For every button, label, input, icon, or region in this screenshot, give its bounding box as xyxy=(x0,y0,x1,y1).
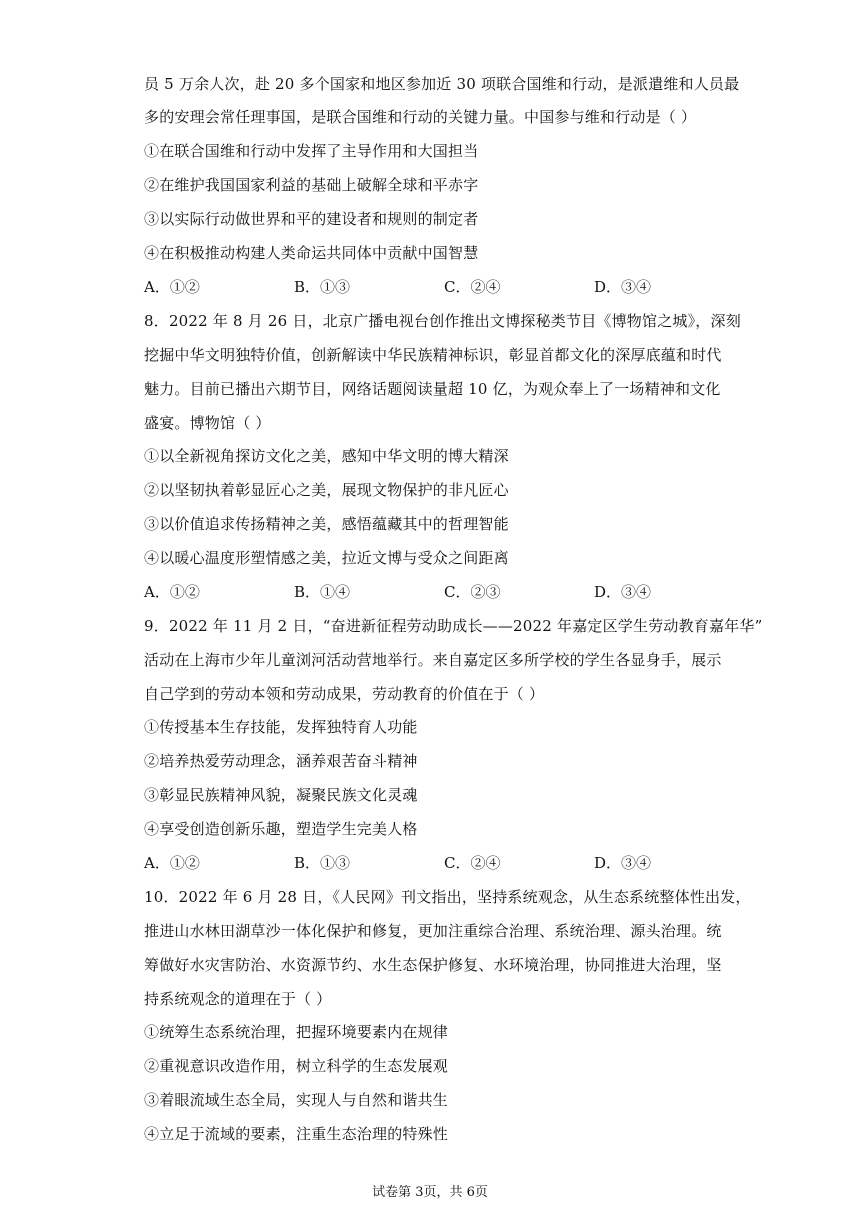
page-footer: 试卷第 3页，共 6页 xyxy=(372,1185,488,1200)
q7-statement-4: ④在积极推动构建人类命运共同体中贡献中国智慧 xyxy=(144,244,479,262)
q9-statement-2: ②培养热爱劳动理念，涵养艰苦奋斗精神 xyxy=(144,752,418,770)
q10-stem-line-4: 持系统观念的道理在于（ ） xyxy=(144,990,332,1008)
q7-option-d: D．③④ xyxy=(594,278,652,296)
q8-statement-2: ②以坚韧执着彰显匠心之美，展现文物保护的非凡匠心 xyxy=(144,481,509,499)
q9-stem-line-2: 活动在上海市少年儿童浏河活动营地举行。来自嘉定区多所学校的学生各显身手，展示 xyxy=(144,651,722,669)
q7-options xyxy=(144,276,704,298)
q10-statement-2: ②重视意识改造作用，树立科学的生态发展观 xyxy=(144,1057,449,1075)
q9-statement-1: ①传授基本生存技能，发挥独特育人功能 xyxy=(144,718,418,736)
q10-stem-line-1: 10．2022 年 6 月 28 日，《人民网》刊文指出，坚持系统观念，从生态系统整体性出发， xyxy=(144,888,751,906)
q9-option-b: B．①③ xyxy=(294,854,351,872)
q9-stem-line-3: 自己学到的劳动本领和劳动成果，劳动教育的价值在于（ ） xyxy=(144,685,545,703)
q9-statement-4: ④享受创造创新乐趣，塑造学生完美人格 xyxy=(144,820,418,838)
q9-stem-line-1: 9．2022 年 11 月 2 日，“奋进新征程劳动助成长——2022 年嘉定区学生劳动教育嘉年华” xyxy=(144,617,763,635)
q8-option-c: C．②③ xyxy=(444,583,501,601)
q9-option-c: C．②④ xyxy=(444,854,501,872)
q10-statement-3: ③着眼流域生态全局，实现人与自然和谐共生 xyxy=(144,1091,449,1109)
q9-option-d: D．③④ xyxy=(594,854,652,872)
q8-stem-line-1: 8．2022 年 8 月 26 日，北京广播电视台创作推出文博探秘类节目《博物馆之城》，深刻 xyxy=(144,312,741,330)
q7-statement-3: ③以实际行动做世界和平的建设者和规则的制定者 xyxy=(144,210,479,228)
q8-option-d: D．③④ xyxy=(594,583,652,601)
q7-stem-line-2: 多的安理会常任理事国，是联合国维和行动的关键力量。中国参与维和行动是（ ） xyxy=(144,108,697,126)
q8-statement-1: ①以全新视角探访文化之美，感知中华文明的博大精深 xyxy=(144,447,509,465)
q10-statement-1: ①统筹生态系统治理，把握环境要素内在规律 xyxy=(144,1023,449,1041)
q7-stem-line-1: 员 5 万余人次，赴 20 多个国家和地区参加近 30 项联合国维和行动，是派遣维和人员最 xyxy=(144,75,740,93)
q9-statement-3: ③彰显民族精神风貌，凝聚民族文化灵魂 xyxy=(144,786,418,804)
q8-stem-line-2: 挖掘中华文明独特价值，创新解读中华民族精神标识，彰显首都文化的深厚底蕴和时代 xyxy=(144,346,722,364)
q7-option-c: C．②④ xyxy=(444,278,501,296)
q7-statement-1: ①在联合国维和行动中发挥了主导作用和大国担当 xyxy=(144,142,479,160)
q7-option-a: A．①② xyxy=(144,278,200,296)
q7-statement-2: ②在维护我国国家利益的基础上破解全球和平赤字 xyxy=(144,176,479,194)
q8-options xyxy=(144,581,704,603)
q10-stem-line-3: 筹做好水灾害防治、水资源节约、水生态保护修复、水环境治理，协同推进大治理，坚 xyxy=(144,956,722,974)
q8-stem-line-3: 魅力。目前已播出六期节目，网络话题阅读量超 10 亿，为观众奉上了一场精神和文化 xyxy=(144,380,721,398)
q9-options xyxy=(144,852,704,874)
q8-statement-3: ③以价值追求传扬精神之美，感悟蕴藏其中的哲理智能 xyxy=(144,515,509,533)
q7-option-b: B．①③ xyxy=(294,278,351,296)
q9-option-a: A．①② xyxy=(144,854,200,872)
q8-statement-4: ④以暖心温度形塑情感之美，拉近文博与受众之间距离 xyxy=(144,549,509,567)
q8-option-a: A．①② xyxy=(144,583,200,601)
q8-option-b: B．①④ xyxy=(294,583,351,601)
q10-statement-4: ④立足于流域的要素，注重生态治理的特殊性 xyxy=(144,1125,449,1143)
q8-stem-line-4: 盛宴。博物馆（ ） xyxy=(144,414,271,432)
q10-stem-line-2: 推进山水林田湖草沙一体化保护和修复，更加注重综合治理、系统治理、源头治理。统 xyxy=(144,922,722,940)
